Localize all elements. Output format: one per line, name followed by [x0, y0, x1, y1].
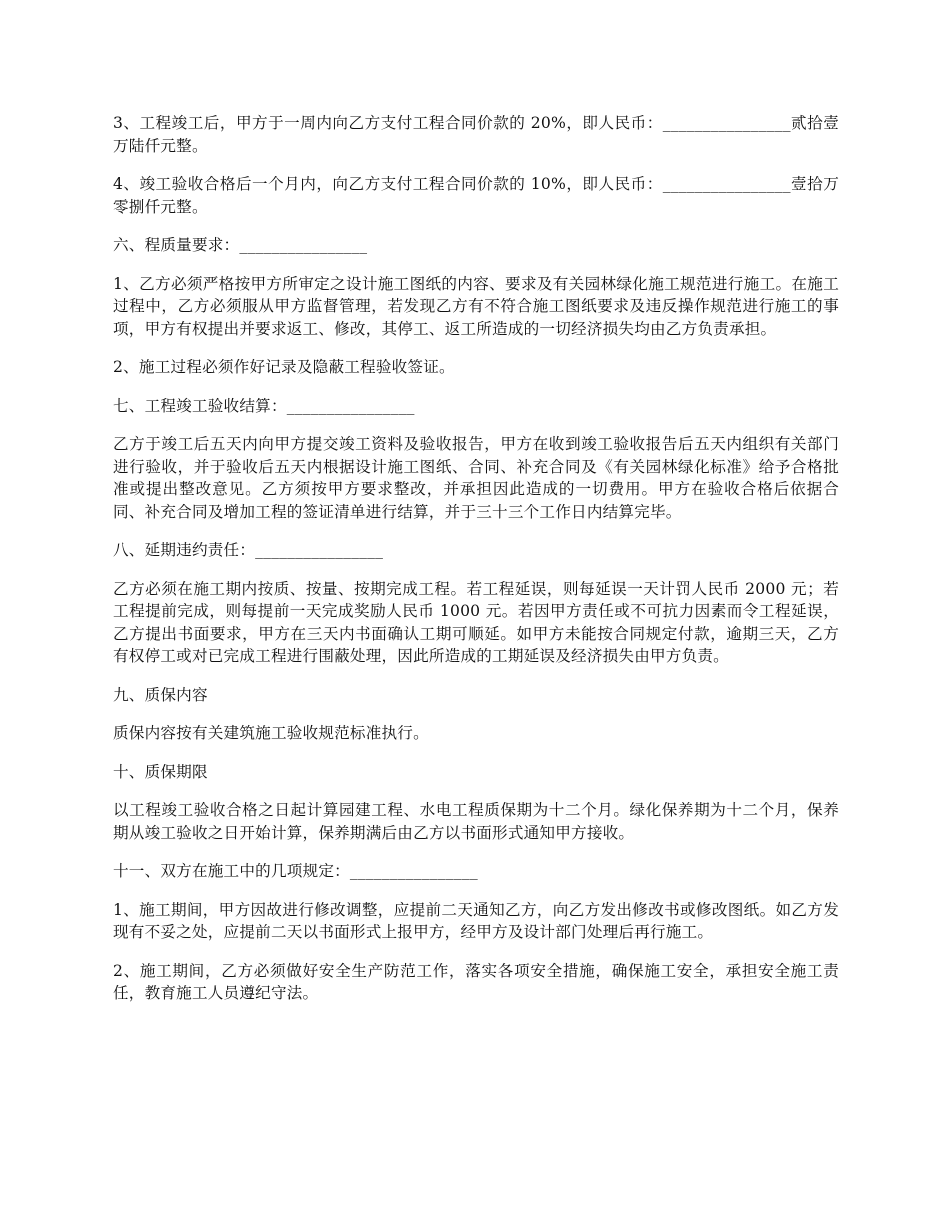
section-heading-delay: 八、延期违约责任：________________: [113, 541, 384, 559]
paragraph-acceptance: 乙方于竣工后五天内向甲方提交竣工资料及验收报告，甲方在收到竣工验收报告后五天内组织有关部门进行验收，并于验收后五天内根据设计施工图纸、合同、补充合同及《有关园林绿化标准》给予合格批准或提出整改意见。乙方须按甲方要求整改，并承担因此造成的一切费用。甲方在验收合格后依据合同、补充合同及增加工程的签证清单进行结算，并于三十三个工作日内结算完毕。: [113, 435, 839, 521]
section-heading-warranty-content: 九、质保内容: [113, 685, 208, 704]
paragraph-quality-1: 1、乙方必须严格按甲方所审定之设计施工图纸的内容、要求及有关园林绿化施工规范进行施工。在施工过程中，乙方必须服从甲方监督管理，若发现乙方有不符合施工图纸要求及违反操作规范进行施工的事项，甲方有权提出并要求返工、修改，其停工、返工所造成的一切经济损失均由乙方负责承担。: [113, 274, 839, 338]
section-heading-warranty-period: 十、质保期限: [113, 762, 208, 781]
section-heading-quality: 六、程质量要求：________________: [113, 236, 368, 254]
paragraph-rules-2: 2、施工期间，乙方必须做好安全生产防范工作，落实各项安全措施，确保施工安全，承担安全施工责任，教育施工人员遵纪守法。: [113, 961, 839, 1002]
paragraph-quality-2: 2、施工过程必须作好记录及隐蔽工程验收签证。: [113, 358, 455, 376]
paragraph-delay: 乙方必须在施工期内按质、按量、按期完成工程。若工程延误，则每延误一天计罚人民币 2000 元；若工程提前完成，则每提前一天完成奖励人民币 1000 元。若因甲方责任或不可抗力因素而令工程延误，乙方提出书面要求，甲方在三天内书面确认工期可顺延。如甲方未能按合同规定付款，逾期三天，乙方有权停工或对已完成工程进行围蔽处理，因此所造成的工期延误及经济损失由甲方负责。: [113, 579, 839, 665]
section-heading-acceptance: 七、工程竣工验收结算：________________: [113, 396, 415, 415]
document-body: [113, 112, 839, 1021]
section-heading-rules: 十一、双方在施工中的几项规定：________________: [113, 862, 478, 880]
paragraph-warranty-content: 质保内容按有关建筑施工验收规范标准执行。: [113, 724, 429, 742]
paragraph-warranty-period: 以工程竣工验收合格之日起计算园建工程、水电工程质保期为十二个月。绿化保养期为十二个月，保养期从竣工验收之日开始计算，保养期满后由乙方以书面形式通知甲方接收。: [113, 801, 839, 842]
paragraph-payment-completion: 3、工程竣工后，甲方于一周内向乙方支付工程合同价款的 20%，即人民币：________________贰拾壹万陆仟元整。: [113, 114, 839, 155]
paragraph-rules-1: 1、施工期间，甲方因故进行修改调整，应提前二天通知乙方，向乙方发出修改书或修改图纸。如乙方发现有不妥之处，应提前二天以书面形式上报甲方，经甲方及设计部门处理后再行施工。: [113, 900, 839, 941]
paragraph-payment-acceptance: 4、竣工验收合格后一个月内，向乙方支付工程合同价款的 10%，即人民币：________________壹拾万零捌仟元整。: [113, 175, 839, 216]
